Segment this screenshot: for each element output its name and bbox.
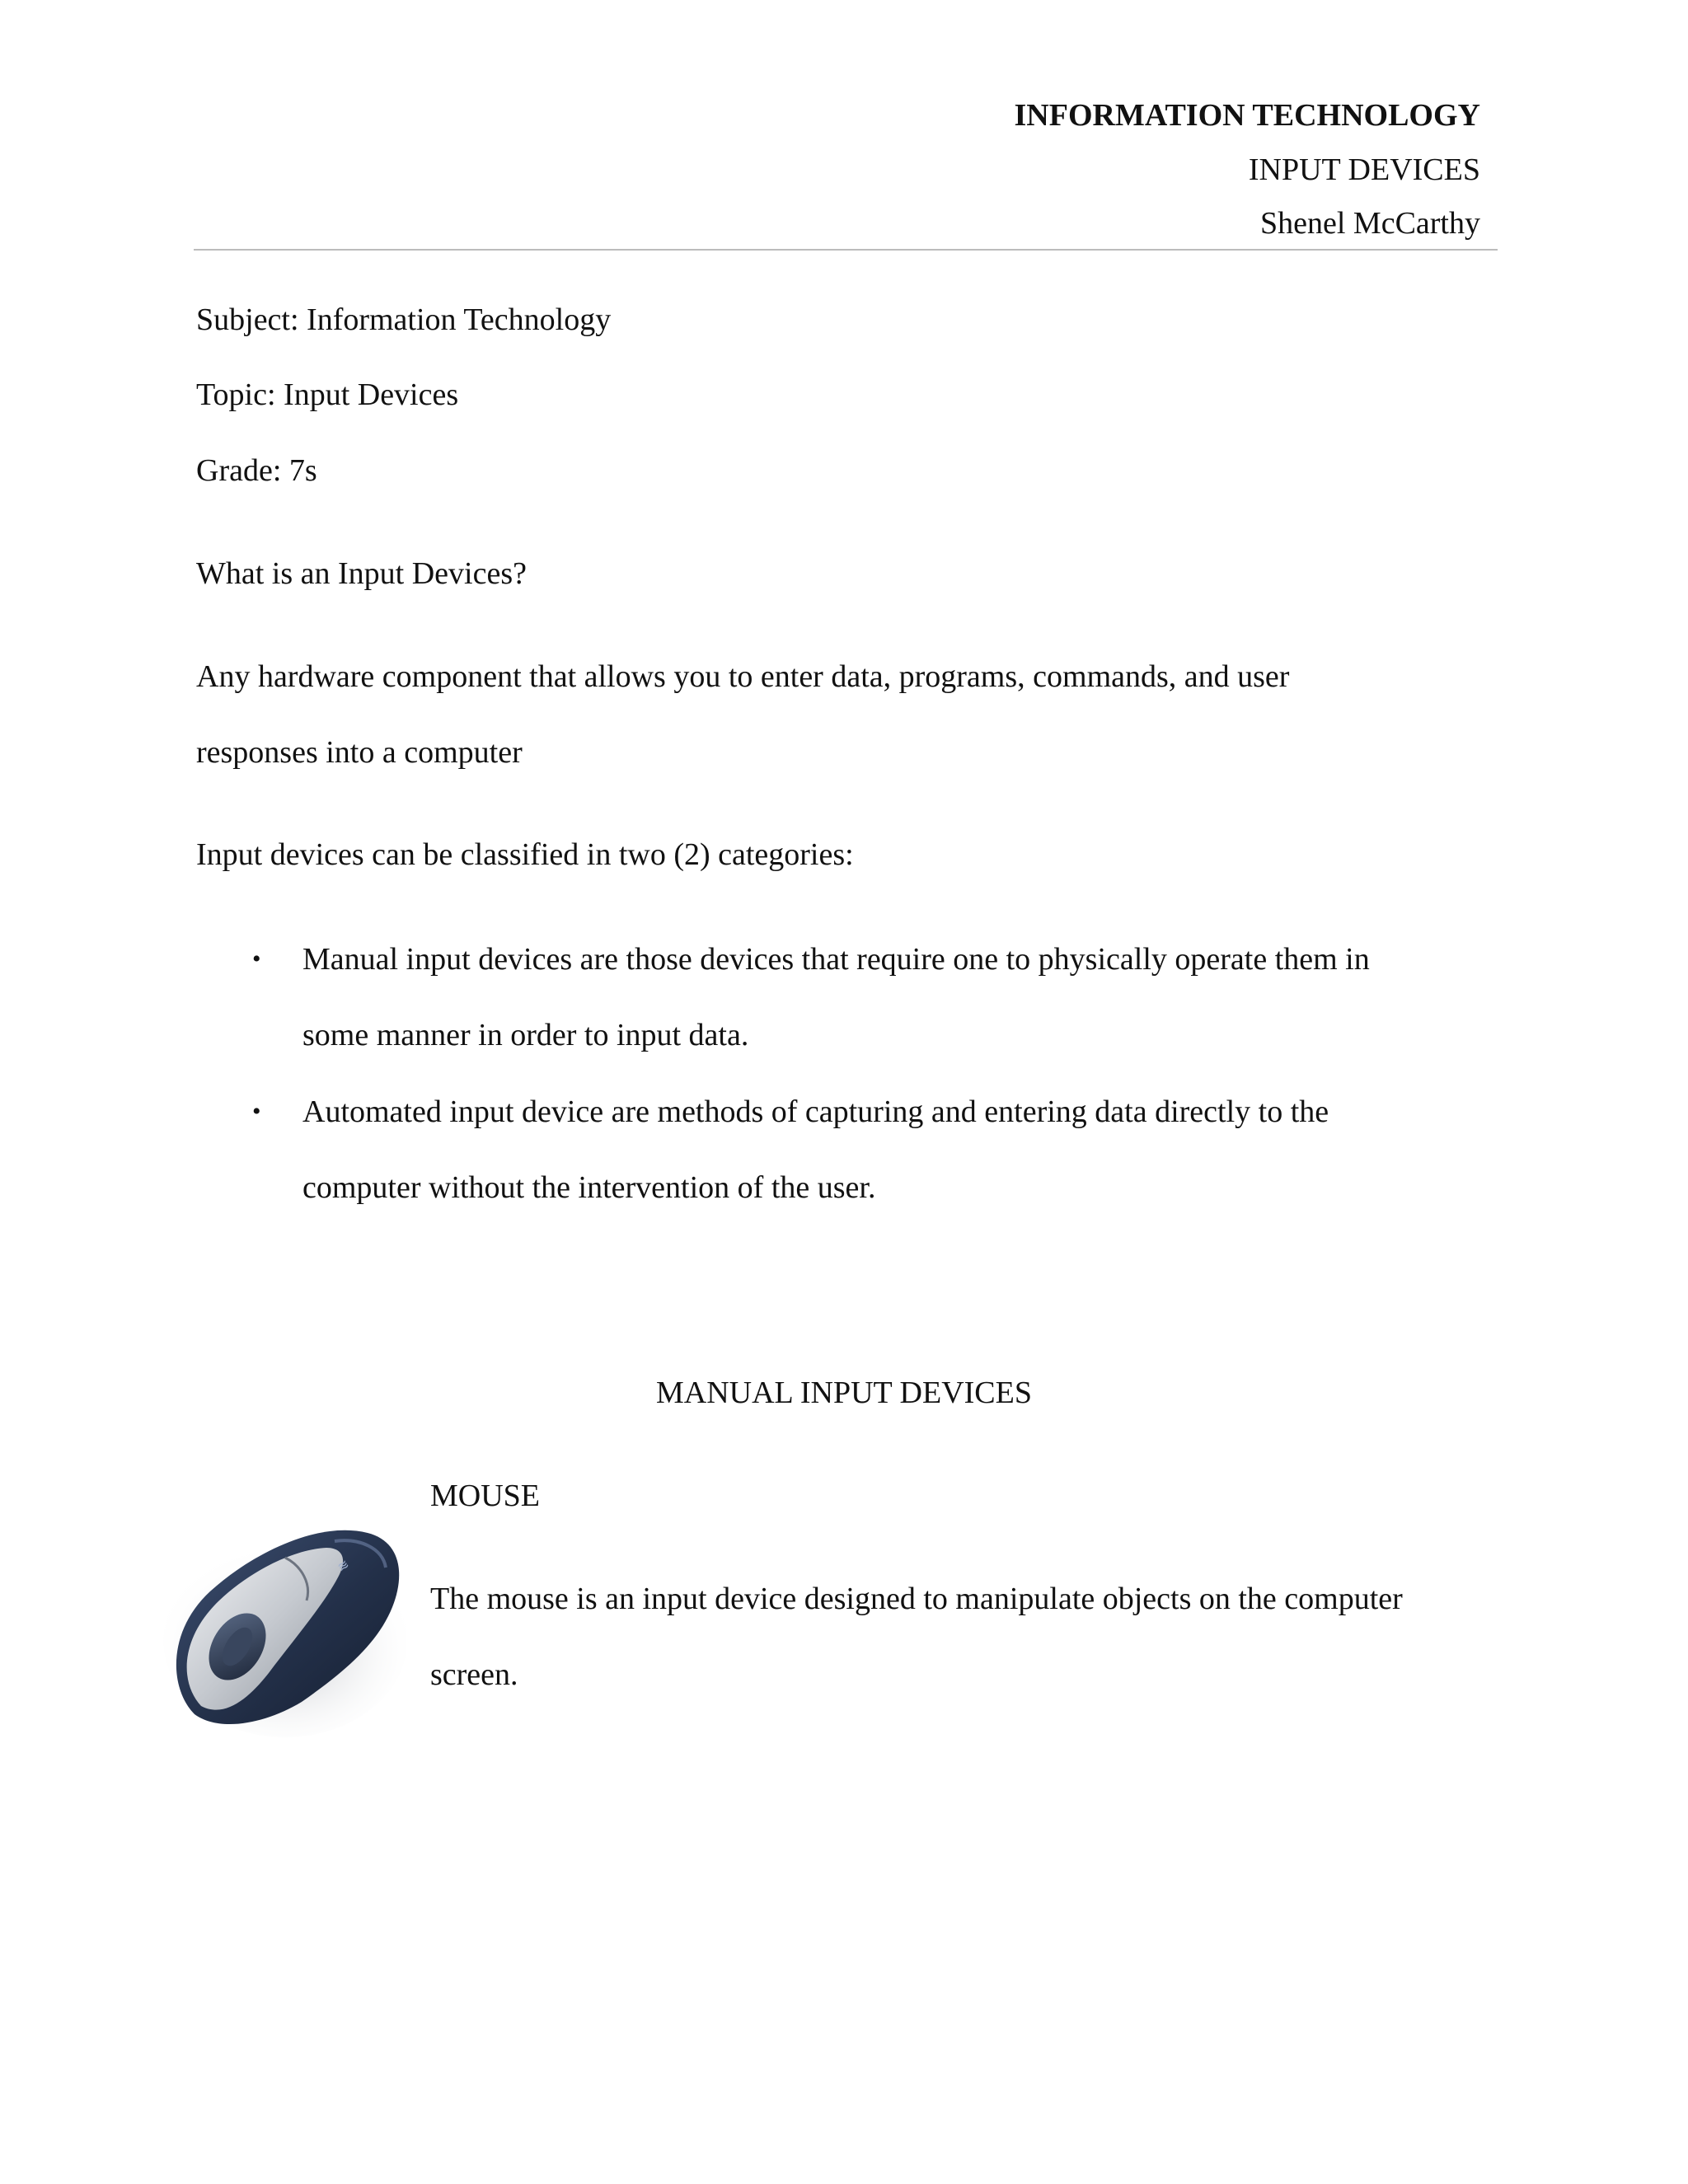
definition-line-2: responses into a computer bbox=[196, 735, 523, 770]
topic-line: Topic: Input Devices bbox=[196, 377, 459, 412]
question-heading: What is an Input Devices? bbox=[196, 556, 527, 591]
header-title: INFORMATION TECHNOLOGY bbox=[1014, 98, 1480, 133]
mouse-image bbox=[162, 1508, 406, 1739]
definition-line-1: Any hardware component that allows you to enter data, programs, commands, and user bbox=[196, 659, 1290, 694]
svg-text:≋: ≋ bbox=[335, 1557, 353, 1576]
list-item-line-1: Manual input devices are those devices that require one to physically operate them in bbox=[302, 942, 1370, 977]
header-topic: INPUT DEVICES bbox=[1248, 152, 1480, 187]
item-description-line-1: The mouse is an input device designed to manipulate objects on the computer bbox=[430, 1582, 1403, 1616]
header-author: Shenel McCarthy bbox=[1259, 206, 1480, 241]
subject-line: Subject: Information Technology bbox=[196, 302, 612, 337]
list-item-line-2: some manner in order to input data. bbox=[302, 1018, 749, 1052]
grade-line: Grade: 7s bbox=[196, 453, 317, 488]
list-item-line-1: Automated input device are methods of capturing and entering data directly to the bbox=[302, 1094, 1329, 1129]
bullet-symbol: • bbox=[252, 1098, 261, 1125]
item-title: MOUSE bbox=[430, 1479, 541, 1513]
categories-intro: Input devices can be classified in two (2) categories: bbox=[196, 837, 854, 872]
list-item-line-2: computer without the intervention of the user. bbox=[302, 1170, 876, 1205]
header-divider bbox=[194, 249, 1498, 251]
bullet-symbol: • bbox=[252, 945, 261, 972]
section-heading: MANUAL INPUT DEVICES bbox=[656, 1376, 1032, 1410]
item-description-line-2: screen. bbox=[430, 1657, 518, 1692]
